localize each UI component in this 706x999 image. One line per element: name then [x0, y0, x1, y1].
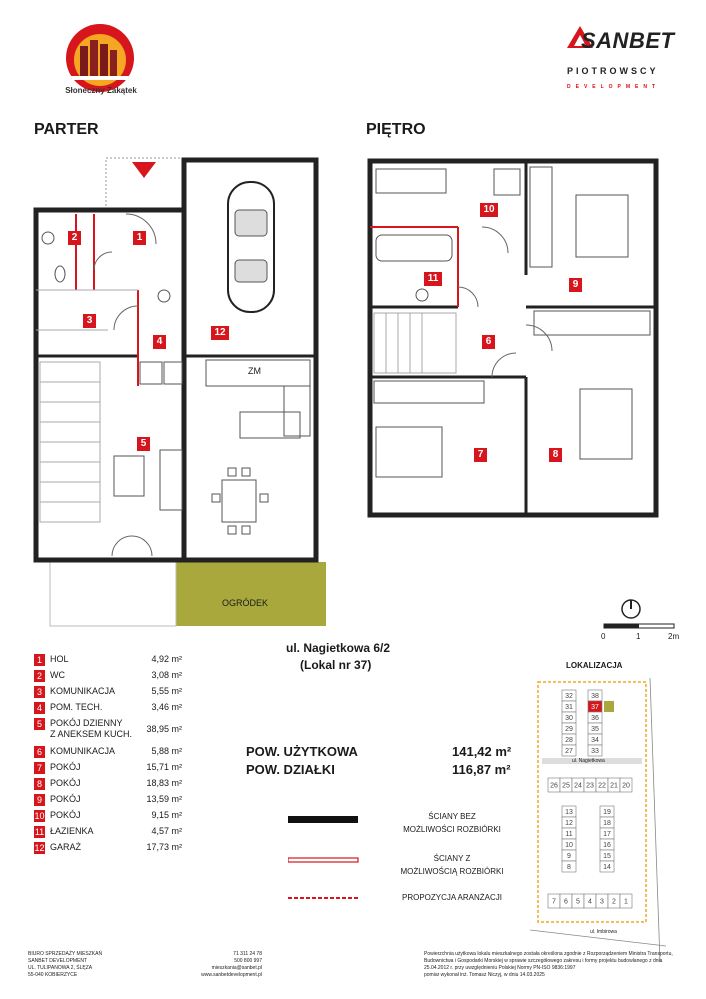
list-item: 12 GARAŻ 17,73 m² — [34, 842, 182, 853]
apartment-number: (Lokal nr 37) — [300, 658, 372, 672]
scale-label-1: 1 — [636, 632, 641, 641]
location-title: LOKALIZACJA — [566, 661, 623, 670]
lot-label: 15 — [603, 853, 611, 860]
lot-label: 33 — [591, 748, 599, 755]
usable-area-label: POW. UŻYTKOWA — [246, 744, 358, 759]
lot-label: 19 — [603, 809, 611, 816]
list-item: 7 POKÓJ 15,71 m² — [34, 762, 194, 776]
ground-floor-plan — [28, 150, 328, 630]
lot-label: 8 — [567, 864, 571, 871]
garden-label: OGRÓDEK — [222, 598, 269, 608]
first-floor-plan — [362, 155, 662, 520]
list-item: 4 POM. TECH. 3,46 m² — [34, 702, 194, 716]
street-label-bottom: ul. Imbirowa — [590, 929, 617, 935]
list-item: 6 KOMUNIKACJA 5,88 m² — [34, 746, 194, 760]
arrangement-label: PROPOZYCJA ARANŻACJI — [401, 893, 503, 902]
sanbet-logo — [565, 22, 685, 102]
room-number-5: 5 — [137, 437, 150, 451]
lot-label: 26 — [550, 782, 558, 790]
plot-area-value: 116,87 m² — [452, 762, 511, 777]
wall-fixed-label-1: ŚCIANY BEZ — [428, 812, 476, 821]
sanbet-wordmark: SANBET — [581, 28, 675, 53]
scale-bar — [602, 622, 682, 632]
room-number-4: 4 — [153, 335, 166, 349]
lot-label: 18 — [603, 820, 611, 827]
wall-removable-label-1: ŚCIANY Z — [433, 854, 471, 863]
lot-label: 17 — [603, 831, 611, 838]
plot-area-label: POW. DZIAŁKI — [246, 762, 335, 777]
sanbet-development: DEVELOPMENT — [567, 84, 661, 90]
lot-label: 21 — [610, 782, 618, 790]
lot-label: 10 — [565, 842, 573, 849]
lot-label: 5 — [576, 898, 580, 906]
stairs-upper — [374, 313, 456, 373]
room-number-12: 12 — [211, 326, 229, 340]
legal-note: Powierzchnia użytkowa lokalu mieszkalnego została określona zgodnie z Rozporządzeniem Ministra Transportu, Budownictwa i Gospodarki Morskiej w sprawie szczegółowego zakresu i formy projektu budowlanego z dnia 25.04.2012 r. przy uwzględnieniu Polskiej Normy PN-ISO 9836:1997 pomiar wykonał inż. Tomasz Niczyj, w dniu 14.03.2025 — [424, 951, 673, 978]
list-item: 2 WC 3,08 m² — [34, 670, 194, 684]
lot-label: 6 — [564, 898, 568, 906]
list-item: 10 POKÓJ 9,15 m² — [34, 810, 182, 821]
lot-label: 30 — [565, 715, 573, 722]
zm-label: ZM — [248, 366, 261, 376]
lot-label: 9 — [567, 853, 571, 860]
room-number-1: 1 — [133, 231, 146, 245]
wall-fixed-label-2: MOŻLIWOŚCI ROZBIÓRKI — [403, 825, 501, 834]
street-label-top: ul. Nagietkowa — [572, 758, 605, 764]
lot-label: 3 — [600, 898, 604, 906]
lot-label: 14 — [603, 864, 611, 871]
location-map — [530, 672, 670, 964]
lot-label: 34 — [591, 737, 599, 744]
scale-label-0: 0 — [601, 632, 606, 641]
lot-label: 37 — [591, 704, 599, 711]
lot-label: 4 — [588, 898, 592, 906]
scale-label-2: 2m — [668, 632, 680, 641]
lot-label: 29 — [565, 726, 573, 733]
lot-label: 25 — [562, 782, 570, 790]
logo-caption: Słoneczny Zakątek — [65, 86, 137, 95]
lot-label: 28 — [565, 737, 573, 744]
lot-label: 23 — [586, 782, 594, 790]
lot-label: 31 — [565, 704, 573, 711]
wall-removable-label-2: MOŻLIWOŚCIĄ ROZBIÓRKI — [400, 867, 504, 876]
room-number-6: 6 — [482, 335, 495, 349]
lot-label: 38 — [591, 693, 599, 700]
lot-garden-mark — [604, 701, 614, 712]
wall-removable-swatch — [288, 856, 360, 866]
usable-area-value: 141,42 m² — [452, 744, 512, 759]
sanbet-subtitle: PIOTROWSCY — [567, 66, 659, 76]
list-item: 5 POKÓJ DZIENNY Z ANEKSEM KUCH. 38,95 m² — [34, 718, 194, 744]
lot-label: 7 — [552, 898, 556, 906]
lot-label: 32 — [565, 693, 573, 700]
bed-icon — [376, 195, 632, 477]
room-number-3: 3 — [83, 314, 96, 328]
ground-floor-title: PARTER — [34, 121, 99, 138]
lot-label: 11 — [565, 831, 573, 838]
room-number-9: 9 — [569, 278, 582, 292]
garden-area — [176, 562, 326, 626]
arrangement-swatch — [288, 893, 360, 903]
lot-label: 36 — [591, 715, 599, 722]
lot-label: 27 — [565, 748, 573, 755]
first-floor-title: PIĘTRO — [366, 121, 426, 138]
lot-label: 13 — [565, 809, 573, 816]
room-number-8: 8 — [549, 448, 562, 462]
lot-label: 1 — [624, 898, 628, 906]
address-line: ul. Nagietkowa 6/2 — [286, 641, 391, 655]
lot-label: 16 — [603, 842, 611, 849]
list-item: 8 POKÓJ 18,83 m² — [34, 778, 194, 792]
lot-label: 35 — [591, 726, 599, 733]
entrance-arrow-icon — [132, 162, 156, 178]
lot-label: 22 — [598, 782, 606, 790]
stairs — [40, 362, 100, 522]
lot-label: 24 — [574, 782, 582, 790]
room-number-11: 11 — [424, 272, 442, 286]
list-item: 1 HOL 4,92 m² — [34, 654, 194, 668]
lot-label: 2 — [612, 898, 616, 906]
office-contact: 71 311 24 78 500 800 997 mieszkania@sanbet.pl www.sanbetdevelopment.pl — [201, 951, 262, 978]
room-number-10: 10 — [480, 203, 498, 217]
car-icon — [228, 182, 274, 312]
dining-table-icon — [212, 468, 268, 534]
list-item: 9 POKÓJ 13,59 m² — [34, 794, 194, 808]
office-address: BIURO SPRZEDAŻY MIESZKAŃ SANBET DEVELOPMENT UL. TULIPANOWA 2, ŚLĘZA 55-040 KOBIERZYCE — [28, 951, 103, 978]
list-item: 11 ŁAZIENKA 4,57 m² — [34, 826, 182, 837]
compass-icon — [620, 596, 642, 620]
lot-label: 20 — [622, 782, 630, 790]
wall-fixed-swatch — [288, 815, 360, 825]
room-number-2: 2 — [68, 231, 81, 245]
lot-label: 12 — [565, 820, 573, 827]
list-item: 3 KOMUNIKACJA 5,55 m² — [34, 686, 194, 700]
room-number-7: 7 — [474, 448, 487, 462]
